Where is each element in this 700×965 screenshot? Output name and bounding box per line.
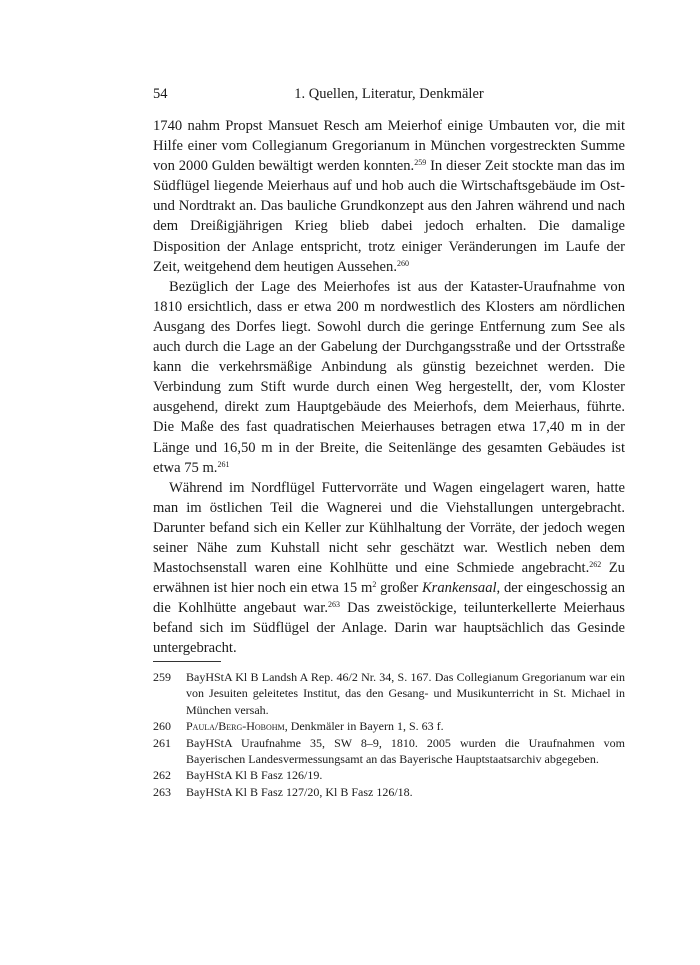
footnote: [153, 784, 625, 800]
footnote-text: , Denkmäler in Bayern 1, S. 63 f.: [284, 719, 444, 734]
paragraph-1: [153, 116, 625, 277]
body-text: [153, 116, 625, 659]
footnote-number: 262: [153, 768, 171, 783]
footnote-ref: 262: [589, 560, 602, 570]
footnote-text: BayHStA Kl B Fasz 126/19.: [186, 768, 323, 783]
paragraph-text: Bezüglich der Lage des Meierhofes ist aus der Kataster-Uraufnahme von 1810 ersichtlich, dass er etwa 200 m nordwestlich des Klosters am nördlichen Ausgang des Dorfes liegt. Sowohl durch die geringe Entfernung zum See als auch durch die Lage an der Gabelung der Durchgangsstraße und der Ortsstraße kann die verkehrsmäßige Anbindung als günstig bezeichnet werden. Die Verbindung zum Stift wurde durch einen Weg hergestellt, der, vom Kloster ausgehend, direkt zum Hauptgebäude des Meierhofs, dem Meierhaus, führte. Die Maße des fast quadratischen Meierhauses betragen etwa 17,40 m in der Länge und 16,50 m in der Breite, die Seitenlänge des gesamten Gebäudes ist etwa 75 m.: [153, 278, 625, 476]
paragraph-text: 1740 nahm Propst Mansuet Resch am Meierhof einige Umbauten vor, die mit Hilfe einer vom Collegianum Gregorianum in München vorgestreckten Summe von 2000 Gulden bewältigt werden konnten.: [153, 118, 625, 175]
emphasized-term: Krankensaal: [421, 580, 497, 597]
footnotes: [153, 669, 625, 800]
paragraph-text: Zu erwähnen ist hier noch ein etwa 15 m: [153, 560, 625, 597]
section-title: 1. Quellen, Literatur, Denkmäler: [294, 86, 484, 102]
paragraph-text: großer: [376, 580, 422, 597]
footnote-author: Paula/Berg-Hobohm: [186, 719, 285, 734]
footnote: [153, 767, 625, 783]
paragraph-text: In dieser Zeit stockte man das im Südflügel liegende Meierhaus auf und hob auch die Wirtschaftsgebäude im Ost- und Nordtrakt an. Das bauliche Grundkonzept aus den Jahren während und nach dem Dreißigjährigen Krieg blieb dabei jedoch erhalten. Die damalige Disposition der Anlage entspricht, trotz einiger Veränderungen im Laufe der Zeit, weitgehend dem heutigen Aussehen.: [153, 158, 625, 275]
paragraph-text: Das zweistöckige, teilunterkellerte Meierhaus befand sich im Südflügel der Anlage. Darin war hauptsächlich das Gesinde untergebracht.: [153, 600, 625, 657]
footnote: [153, 735, 625, 768]
paragraph-text: , der eingeschossig an die Kohlhütte angebaut war.: [153, 580, 625, 617]
footnote: [153, 669, 625, 718]
footnote-divider: [153, 661, 221, 662]
footnote-text: BayHStA Kl B Landsh A Rep. 46/2 Nr. 34, S. 167. Das Collegianum Gregorianum war ein von Jesuiten geleitetes Institut, das den Gesang- und Musikunterricht in St. Michael in München versah.: [186, 670, 625, 717]
paragraph-3: [153, 478, 625, 659]
footnote-text: BayHStA Uraufnahme 35, SW 8–9, 1810. 2005 wurden die Uraufnahmen vom Bayerischen Landesvermessungsamt an das Bayerische Hauptstaatsarchiv abgegeben.: [186, 735, 625, 767]
footnote-number: 261: [153, 735, 171, 750]
footnote-number: 260: [153, 719, 171, 734]
footnote-ref: 259: [414, 158, 427, 168]
page-number: 54: [153, 86, 168, 102]
footnote-ref: 260: [396, 258, 409, 268]
paragraph-2: [153, 277, 625, 478]
footnote-ref: 261: [217, 459, 230, 469]
footnote-number: 259: [153, 670, 171, 684]
footnote-text: BayHStA Kl B Fasz 127/20, Kl B Fasz 126/18.: [186, 784, 413, 799]
footnote-ref: 263: [327, 600, 340, 610]
footnote: [153, 718, 625, 734]
paragraph-text: Während im Nordflügel Futtervorräte und Wagen eingelagert waren, hatte man im östlichen Teil die Wagnerei und die Viehstallungen untergebracht. Darunter befand sich ein Keller zur Kühlhaltung der Vorräte, der jedoch wegen seiner Nähe zum Kuhstall nicht sehr geschätzt war. Westlich neben dem Mastochsenstall waren eine Kohlhütte und eine Schmiede angebracht.: [153, 479, 625, 577]
footnote-number: 263: [153, 784, 171, 799]
running-head: [153, 86, 625, 106]
square-superscript: 2: [372, 580, 377, 590]
